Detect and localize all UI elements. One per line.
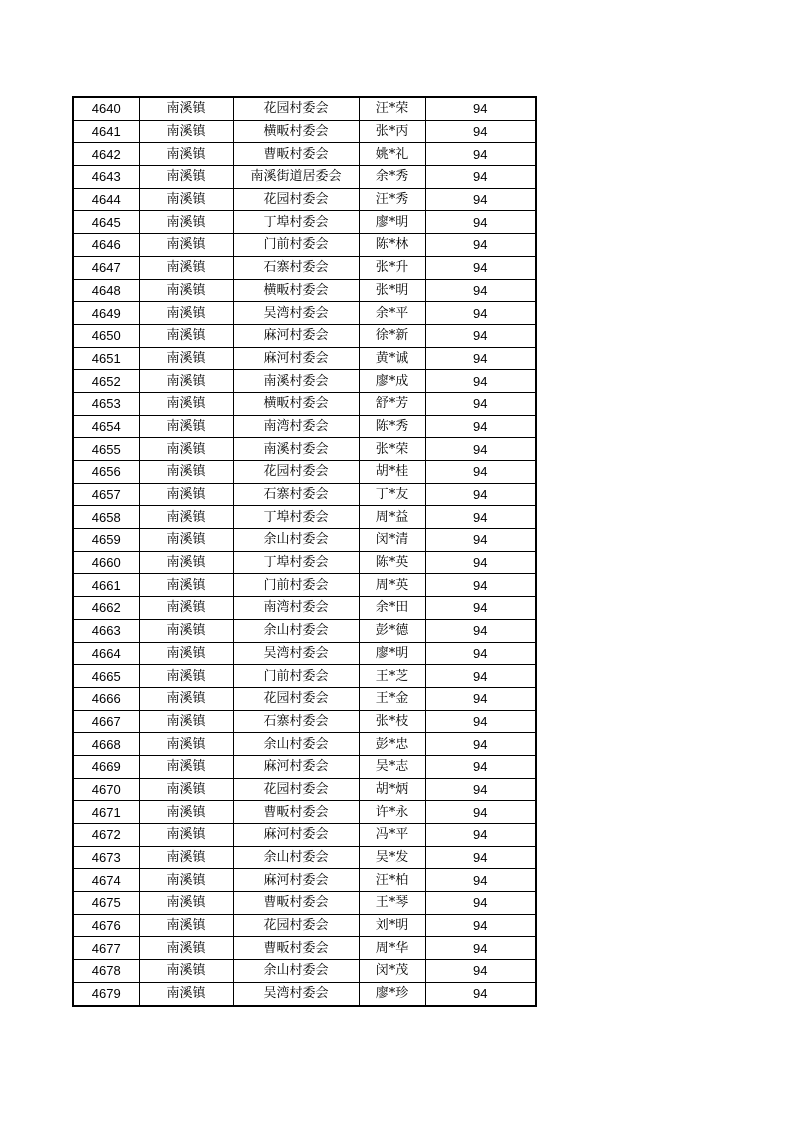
name-cell: 姚*礼	[359, 143, 425, 166]
town-cell: 南溪镇	[139, 551, 233, 574]
village-cell: 花园村委会	[233, 188, 359, 211]
score-cell: 94	[425, 97, 536, 120]
name-cell: 张*丙	[359, 120, 425, 143]
row-number-cell: 4644	[73, 188, 139, 211]
score-cell: 94	[425, 982, 536, 1005]
village-cell: 余山村委会	[233, 529, 359, 552]
score-cell: 94	[425, 892, 536, 915]
score-cell: 94	[425, 529, 536, 552]
table-row	[73, 982, 536, 1005]
name-cell: 徐*新	[359, 324, 425, 347]
table-row	[73, 551, 536, 574]
town-cell: 南溪镇	[139, 733, 233, 756]
table-row	[73, 324, 536, 347]
score-cell: 94	[425, 642, 536, 665]
town-cell: 南溪镇	[139, 529, 233, 552]
row-number-cell: 4666	[73, 687, 139, 710]
row-number-cell: 4678	[73, 960, 139, 983]
name-cell: 丁*友	[359, 483, 425, 506]
row-number-cell: 4657	[73, 483, 139, 506]
name-cell: 黄*诚	[359, 347, 425, 370]
village-cell: 石寨村委会	[233, 256, 359, 279]
town-cell: 南溪镇	[139, 324, 233, 347]
town-cell: 南溪镇	[139, 574, 233, 597]
village-cell: 余山村委会	[233, 733, 359, 756]
score-cell: 94	[425, 392, 536, 415]
town-cell: 南溪镇	[139, 982, 233, 1005]
table-row	[73, 778, 536, 801]
name-cell: 陈*英	[359, 551, 425, 574]
name-cell: 周*益	[359, 506, 425, 529]
town-cell: 南溪镇	[139, 914, 233, 937]
village-cell: 横畈村委会	[233, 392, 359, 415]
village-cell: 门前村委会	[233, 574, 359, 597]
score-cell: 94	[425, 234, 536, 257]
score-cell: 94	[425, 370, 536, 393]
table-row	[73, 120, 536, 143]
village-cell: 花园村委会	[233, 461, 359, 484]
village-cell: 曹畈村委会	[233, 143, 359, 166]
row-number-cell: 4655	[73, 438, 139, 461]
score-cell: 94	[425, 415, 536, 438]
village-cell: 余山村委会	[233, 846, 359, 869]
name-cell: 闵*清	[359, 529, 425, 552]
row-number-cell: 4641	[73, 120, 139, 143]
town-cell: 南溪镇	[139, 302, 233, 325]
village-cell: 麻河村委会	[233, 824, 359, 847]
name-cell: 廖*成	[359, 370, 425, 393]
table-row	[73, 415, 536, 438]
score-cell: 94	[425, 801, 536, 824]
score-cell: 94	[425, 846, 536, 869]
town-cell: 南溪镇	[139, 97, 233, 120]
name-cell: 汪*荣	[359, 97, 425, 120]
row-number-cell: 4679	[73, 982, 139, 1005]
village-cell: 麻河村委会	[233, 324, 359, 347]
name-cell: 张*明	[359, 279, 425, 302]
row-number-cell: 4645	[73, 211, 139, 234]
table-row	[73, 665, 536, 688]
row-number-cell: 4652	[73, 370, 139, 393]
table-row	[73, 529, 536, 552]
name-cell: 王*琴	[359, 892, 425, 915]
village-cell: 吴湾村委会	[233, 642, 359, 665]
town-cell: 南溪镇	[139, 483, 233, 506]
village-cell: 丁埠村委会	[233, 211, 359, 234]
name-cell: 汪*柏	[359, 869, 425, 892]
table-row	[73, 392, 536, 415]
name-cell: 张*升	[359, 256, 425, 279]
name-cell: 吴*发	[359, 846, 425, 869]
score-cell: 94	[425, 597, 536, 620]
score-cell: 94	[425, 120, 536, 143]
score-cell: 94	[425, 166, 536, 189]
row-number-cell: 4663	[73, 619, 139, 642]
town-cell: 南溪镇	[139, 892, 233, 915]
town-cell: 南溪镇	[139, 846, 233, 869]
score-cell: 94	[425, 461, 536, 484]
table-row	[73, 347, 536, 370]
score-cell: 94	[425, 483, 536, 506]
town-cell: 南溪镇	[139, 755, 233, 778]
village-cell: 南湾村委会	[233, 415, 359, 438]
name-cell: 吴*志	[359, 755, 425, 778]
row-number-cell: 4665	[73, 665, 139, 688]
village-cell: 余山村委会	[233, 960, 359, 983]
name-cell: 王*金	[359, 687, 425, 710]
row-number-cell: 4667	[73, 710, 139, 733]
table-row	[73, 960, 536, 983]
town-cell: 南溪镇	[139, 801, 233, 824]
table-row	[73, 801, 536, 824]
table-row	[73, 506, 536, 529]
score-cell: 94	[425, 347, 536, 370]
name-cell: 余*平	[359, 302, 425, 325]
village-cell: 南溪街道居委会	[233, 166, 359, 189]
name-cell: 陈*林	[359, 234, 425, 257]
name-cell: 周*华	[359, 937, 425, 960]
village-cell: 曹畈村委会	[233, 892, 359, 915]
row-number-cell: 4675	[73, 892, 139, 915]
score-cell: 94	[425, 710, 536, 733]
table-row	[73, 211, 536, 234]
name-cell: 王*芝	[359, 665, 425, 688]
row-number-cell: 4660	[73, 551, 139, 574]
score-cell: 94	[425, 960, 536, 983]
table-row	[73, 302, 536, 325]
town-cell: 南溪镇	[139, 256, 233, 279]
town-cell: 南溪镇	[139, 665, 233, 688]
table-row	[73, 846, 536, 869]
name-cell: 彭*忠	[359, 733, 425, 756]
table-row	[73, 710, 536, 733]
row-number-cell: 4671	[73, 801, 139, 824]
score-cell: 94	[425, 869, 536, 892]
town-cell: 南溪镇	[139, 619, 233, 642]
village-cell: 横畈村委会	[233, 120, 359, 143]
row-number-cell: 4669	[73, 755, 139, 778]
town-cell: 南溪镇	[139, 415, 233, 438]
name-cell: 闵*茂	[359, 960, 425, 983]
town-cell: 南溪镇	[139, 370, 233, 393]
village-cell: 余山村委会	[233, 619, 359, 642]
table-row	[73, 461, 536, 484]
roster-table-body	[73, 97, 536, 1006]
table-row	[73, 188, 536, 211]
village-cell: 石寨村委会	[233, 483, 359, 506]
name-cell: 陈*秀	[359, 415, 425, 438]
name-cell: 彭*德	[359, 619, 425, 642]
town-cell: 南溪镇	[139, 506, 233, 529]
table-row	[73, 914, 536, 937]
table-row	[73, 687, 536, 710]
name-cell: 刘*明	[359, 914, 425, 937]
row-number-cell: 4651	[73, 347, 139, 370]
town-cell: 南溪镇	[139, 597, 233, 620]
village-cell: 麻河村委会	[233, 869, 359, 892]
village-cell: 吴湾村委会	[233, 982, 359, 1005]
row-number-cell: 4658	[73, 506, 139, 529]
table-row	[73, 143, 536, 166]
town-cell: 南溪镇	[139, 392, 233, 415]
table-row	[73, 892, 536, 915]
score-cell: 94	[425, 687, 536, 710]
table-row	[73, 755, 536, 778]
town-cell: 南溪镇	[139, 461, 233, 484]
table-row	[73, 869, 536, 892]
score-cell: 94	[425, 279, 536, 302]
town-cell: 南溪镇	[139, 120, 233, 143]
score-cell: 94	[425, 755, 536, 778]
table-row	[73, 438, 536, 461]
town-cell: 南溪镇	[139, 234, 233, 257]
town-cell: 南溪镇	[139, 710, 233, 733]
row-number-cell: 4670	[73, 778, 139, 801]
village-cell: 吴湾村委会	[233, 302, 359, 325]
town-cell: 南溪镇	[139, 687, 233, 710]
row-number-cell: 4640	[73, 97, 139, 120]
row-number-cell: 4674	[73, 869, 139, 892]
village-cell: 南湾村委会	[233, 597, 359, 620]
village-cell: 曹畈村委会	[233, 801, 359, 824]
row-number-cell: 4661	[73, 574, 139, 597]
town-cell: 南溪镇	[139, 937, 233, 960]
table-row	[73, 937, 536, 960]
village-cell: 门前村委会	[233, 665, 359, 688]
score-cell: 94	[425, 733, 536, 756]
name-cell: 胡*桂	[359, 461, 425, 484]
table-row	[73, 279, 536, 302]
row-number-cell: 4677	[73, 937, 139, 960]
score-cell: 94	[425, 211, 536, 234]
table-row	[73, 733, 536, 756]
village-cell: 丁埠村委会	[233, 506, 359, 529]
score-cell: 94	[425, 438, 536, 461]
row-number-cell: 4672	[73, 824, 139, 847]
score-cell: 94	[425, 551, 536, 574]
score-cell: 94	[425, 619, 536, 642]
town-cell: 南溪镇	[139, 869, 233, 892]
name-cell: 张*荣	[359, 438, 425, 461]
name-cell: 廖*明	[359, 211, 425, 234]
row-number-cell: 4673	[73, 846, 139, 869]
village-cell: 门前村委会	[233, 234, 359, 257]
row-number-cell: 4650	[73, 324, 139, 347]
village-cell: 横畈村委会	[233, 279, 359, 302]
village-cell: 花园村委会	[233, 97, 359, 120]
row-number-cell: 4668	[73, 733, 139, 756]
name-cell: 余*秀	[359, 166, 425, 189]
village-cell: 花园村委会	[233, 914, 359, 937]
table-row	[73, 483, 536, 506]
row-number-cell: 4649	[73, 302, 139, 325]
town-cell: 南溪镇	[139, 347, 233, 370]
score-cell: 94	[425, 302, 536, 325]
score-cell: 94	[425, 256, 536, 279]
row-number-cell: 4648	[73, 279, 139, 302]
village-cell: 花园村委会	[233, 778, 359, 801]
row-number-cell: 4654	[73, 415, 139, 438]
row-number-cell: 4647	[73, 256, 139, 279]
town-cell: 南溪镇	[139, 166, 233, 189]
name-cell: 胡*炳	[359, 778, 425, 801]
score-cell: 94	[425, 824, 536, 847]
table-row	[73, 574, 536, 597]
town-cell: 南溪镇	[139, 642, 233, 665]
row-number-cell: 4653	[73, 392, 139, 415]
village-cell: 丁埠村委会	[233, 551, 359, 574]
town-cell: 南溪镇	[139, 279, 233, 302]
table-row	[73, 256, 536, 279]
row-number-cell: 4643	[73, 166, 139, 189]
village-cell: 曹畈村委会	[233, 937, 359, 960]
name-cell: 张*枝	[359, 710, 425, 733]
row-number-cell: 4659	[73, 529, 139, 552]
town-cell: 南溪镇	[139, 824, 233, 847]
name-cell: 廖*明	[359, 642, 425, 665]
town-cell: 南溪镇	[139, 143, 233, 166]
village-cell: 南溪村委会	[233, 438, 359, 461]
village-cell: 花园村委会	[233, 687, 359, 710]
table-row	[73, 597, 536, 620]
row-number-cell: 4662	[73, 597, 139, 620]
name-cell: 许*永	[359, 801, 425, 824]
table-row	[73, 619, 536, 642]
score-cell: 94	[425, 143, 536, 166]
score-cell: 94	[425, 778, 536, 801]
name-cell: 冯*平	[359, 824, 425, 847]
row-number-cell: 4646	[73, 234, 139, 257]
score-cell: 94	[425, 188, 536, 211]
table-row	[73, 166, 536, 189]
name-cell: 余*田	[359, 597, 425, 620]
table-row	[73, 97, 536, 120]
score-cell: 94	[425, 574, 536, 597]
town-cell: 南溪镇	[139, 211, 233, 234]
row-number-cell: 4676	[73, 914, 139, 937]
town-cell: 南溪镇	[139, 438, 233, 461]
table-row	[73, 370, 536, 393]
score-cell: 94	[425, 506, 536, 529]
score-cell: 94	[425, 665, 536, 688]
town-cell: 南溪镇	[139, 188, 233, 211]
town-cell: 南溪镇	[139, 778, 233, 801]
village-cell: 南溪村委会	[233, 370, 359, 393]
score-cell: 94	[425, 914, 536, 937]
name-cell: 汪*秀	[359, 188, 425, 211]
row-number-cell: 4664	[73, 642, 139, 665]
name-cell: 周*英	[359, 574, 425, 597]
roster-table	[72, 96, 537, 1007]
name-cell: 舒*芳	[359, 392, 425, 415]
score-cell: 94	[425, 324, 536, 347]
table-row	[73, 824, 536, 847]
table-row	[73, 642, 536, 665]
village-cell: 麻河村委会	[233, 347, 359, 370]
town-cell: 南溪镇	[139, 960, 233, 983]
table-row	[73, 234, 536, 257]
village-cell: 石寨村委会	[233, 710, 359, 733]
score-cell: 94	[425, 937, 536, 960]
village-cell: 麻河村委会	[233, 755, 359, 778]
row-number-cell: 4656	[73, 461, 139, 484]
row-number-cell: 4642	[73, 143, 139, 166]
name-cell: 廖*珍	[359, 982, 425, 1005]
